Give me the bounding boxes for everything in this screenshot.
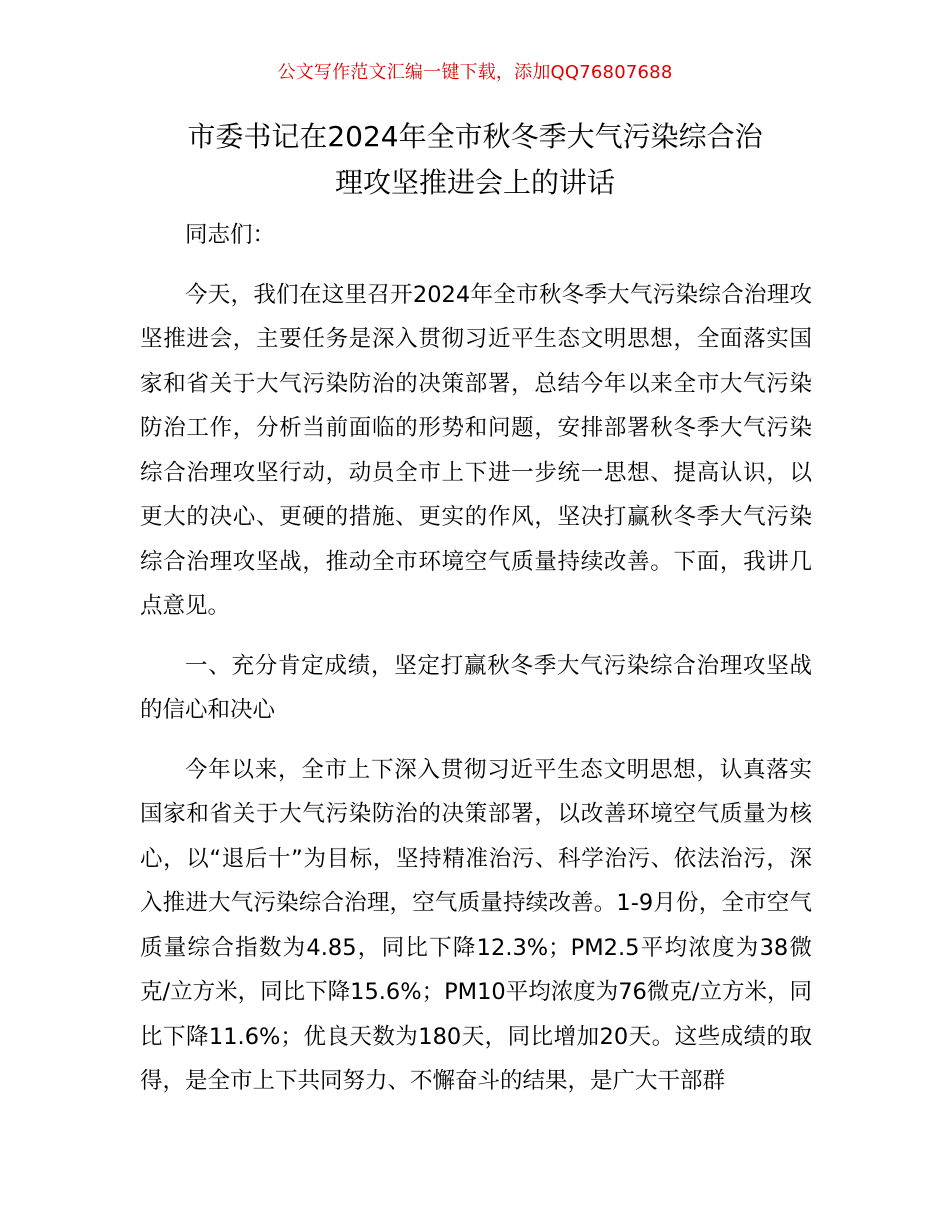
watermark-text: 公文写作范文汇编一键下载，添加QQ76807688 xyxy=(277,62,673,83)
title-line-2: 理攻坚推进会上的讲话 xyxy=(334,166,615,199)
title-line-1: 市委书记在2024年全市秋冬季大气污染综合治 xyxy=(187,120,763,153)
salutation: 同志们： xyxy=(185,222,276,248)
paragraph-achievements: 今年以来，全市上下深入贯彻习近平生态文明思想，认真落实国家和省关于大气污染防治的决策部署，以改善环境空气质量为核心，以“退后十”为目标，坚持精准治污、科学治污、依法治污，深入推进大气污染综合治理，空气质量持续改善。1-9月份，全市空气质量综合指数为4.85，同比下降12.3%；PM2.5平均浓度为38微克/立方米，同比下降15.6%；PM10平均浓度为76微克/立方米，同比下降11.6%；优良天数为180天，同比增加20天。这些成绩的取得，是全市上下共同努力、不懈奋斗的结果，是广大干部群 xyxy=(140,756,812,1094)
section-heading-1: 一、充分肯定成绩，坚定打赢秋冬季大气污染综合治理攻坚战的信心和决心 xyxy=(140,652,812,723)
document-body xyxy=(140,213,812,1119)
paragraph-intro: 今天，我们在这里召开2024年全市秋冬季大气污染综合治理攻坚推进会，主要任务是深入贯彻习近平生态文明思想，全面落实国家和省关于大气污染防治的决策部署，总结今年以来全市大气污染防治工作，分析当前面临的形势和问题，安排部署秋冬季大气污染综合治理攻坚行动，动员全市上下进一步统一思想、提高认识，以更大的决心、更硬的措施、更实的作风，坚决打赢秋冬季大气污染综合治理攻坚战，推动全市环境空气质量持续改善。下面，我讲几点意见。 xyxy=(140,281,812,619)
page-title xyxy=(120,114,830,206)
